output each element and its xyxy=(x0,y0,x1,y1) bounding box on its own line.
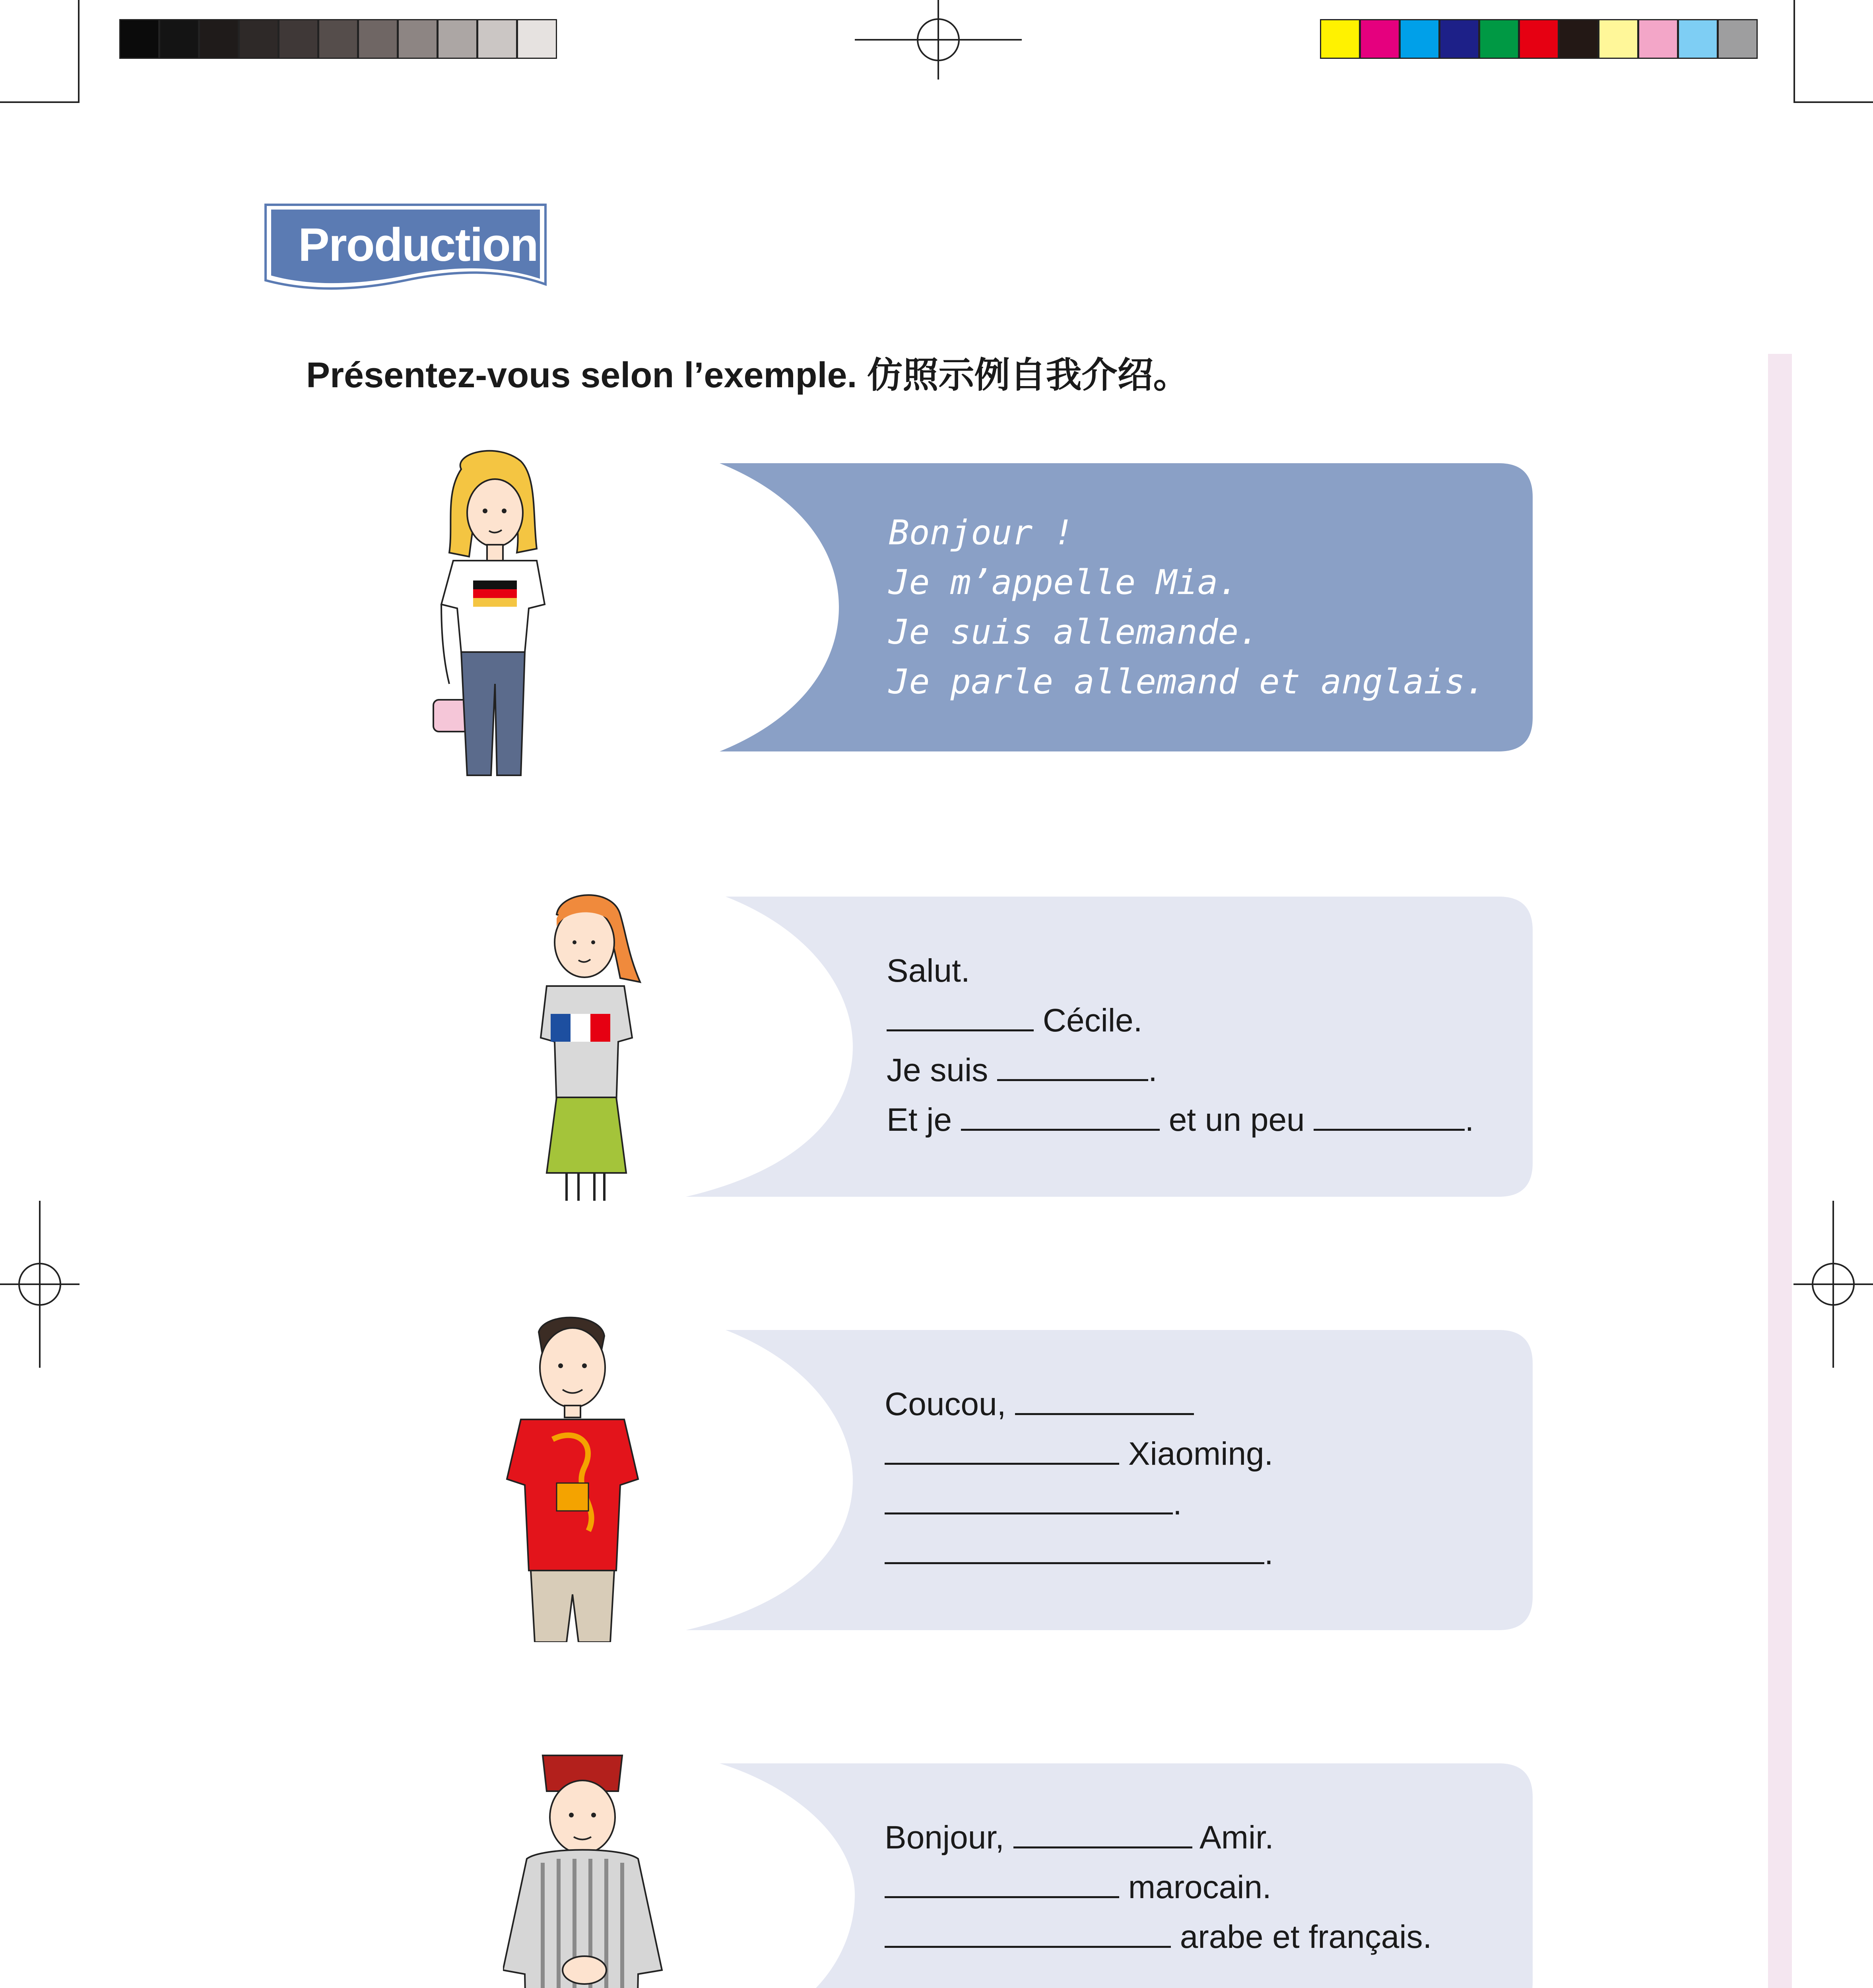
exercise1-line-3-prefix: Je suis xyxy=(887,1052,988,1088)
example-line-1: Bonjour ! xyxy=(889,513,1074,553)
exercise3-line-1-prefix: Bonjour, xyxy=(885,1819,1004,1856)
example-speech-bubble xyxy=(720,463,1535,751)
exercise3-line-1-suffix: Amir. xyxy=(1199,1819,1274,1856)
answer-blank[interactable] xyxy=(997,1054,1148,1081)
exercise1-line-4-mid: et un peu xyxy=(1168,1102,1305,1138)
example-line-3: Je suis allemande. xyxy=(889,612,1259,652)
section-title: Production xyxy=(298,219,538,271)
instruction: Présentez-vous selon l’exemple. 仿照示例自我介绍。 xyxy=(306,355,1189,395)
exercise1-line-4-suffix: . xyxy=(1465,1102,1474,1138)
exercise2-line-1-prefix: Coucou, xyxy=(885,1386,1006,1422)
answer-blank[interactable] xyxy=(1314,1104,1465,1131)
crosshair-right-icon xyxy=(1793,1201,1873,1368)
example-line-4: Je parle allemand et anglais. xyxy=(889,662,1486,702)
exercise1-line-1: Salut. xyxy=(887,953,970,989)
exercise3-line-1 xyxy=(885,1819,1274,1856)
character-amir-illustration xyxy=(503,1747,678,1988)
exercise2-line-2 xyxy=(885,1435,1273,1473)
exercise3-line-3-text: arabe et français. xyxy=(1180,1919,1432,1955)
answer-blank[interactable] xyxy=(885,1872,1119,1898)
exercise1-line-3-suffix: . xyxy=(1148,1052,1157,1088)
exercise1-line-4 xyxy=(887,1101,1474,1139)
exercise1-line-2 xyxy=(887,1002,1142,1039)
exercise1-line-2-text: Cécile. xyxy=(1042,1002,1143,1039)
answer-blank[interactable] xyxy=(885,1921,1171,1948)
example-line-2: Je m’appelle Mia. xyxy=(889,563,1239,602)
exercise1-line-4-prefix: Et je xyxy=(887,1102,952,1138)
answer-blank[interactable] xyxy=(885,1538,1264,1564)
answer-blank[interactable] xyxy=(885,1438,1119,1465)
character-mia-illustration xyxy=(417,445,569,779)
crosshair-top-icon xyxy=(855,0,1022,80)
exercise1-line-3 xyxy=(887,1052,1157,1089)
exercise2-line-3-suffix: . xyxy=(1173,1485,1182,1522)
exercise2-line-4 xyxy=(885,1535,1273,1572)
answer-blank[interactable] xyxy=(1013,1822,1192,1848)
sidebar-strip xyxy=(1768,354,1792,1988)
answer-blank[interactable] xyxy=(885,1488,1173,1514)
exercise3-line-3 xyxy=(885,1918,1432,1956)
character-cecile-illustration xyxy=(525,883,652,1201)
exercise2-line-2-text: Xiaoming. xyxy=(1128,1436,1273,1472)
exercise2-line-1 xyxy=(885,1386,1194,1423)
exercise3-line-2-text: marocain. xyxy=(1128,1869,1271,1905)
character-xiaoming-illustration xyxy=(497,1308,648,1642)
exercise2-line-3 xyxy=(885,1485,1182,1522)
crosshair-left-icon xyxy=(0,1201,80,1368)
answer-blank[interactable] xyxy=(1015,1388,1194,1415)
exercise2-line-4-suffix: . xyxy=(1264,1535,1273,1571)
exercise1-speech-bubble xyxy=(686,897,1537,1197)
answer-blank[interactable] xyxy=(887,1005,1034,1031)
answer-blank[interactable] xyxy=(961,1104,1160,1131)
exercise3-line-2 xyxy=(885,1869,1271,1906)
exercise2-speech-bubble xyxy=(686,1330,1537,1630)
